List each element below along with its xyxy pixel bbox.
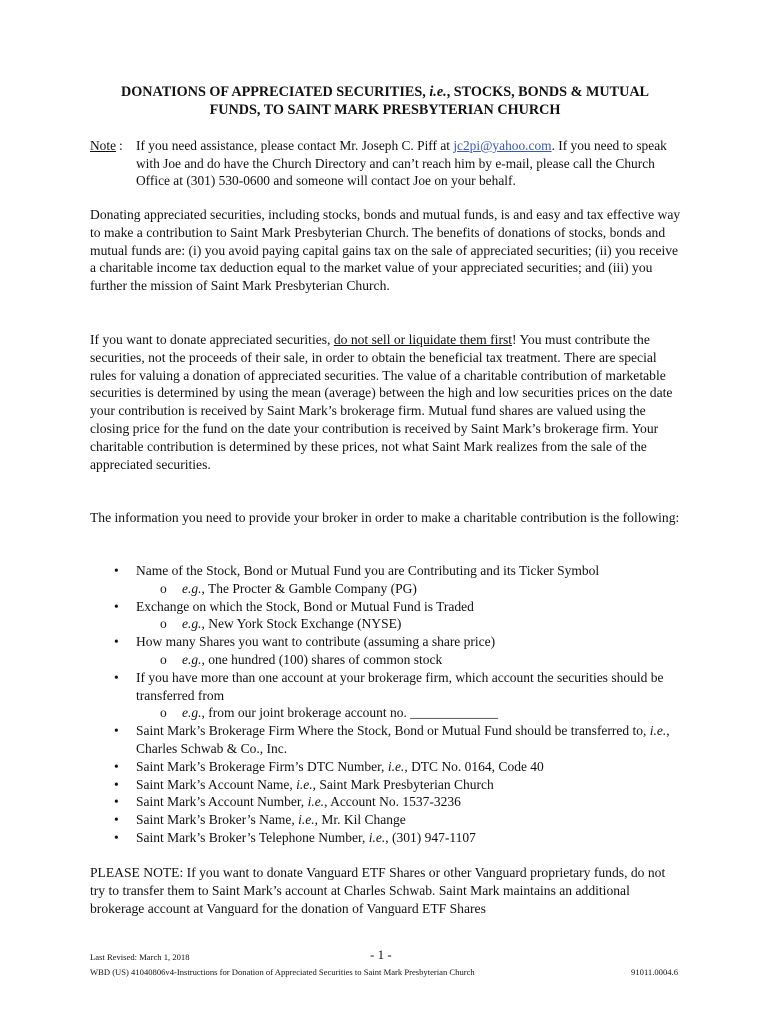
- broker-info-intro: The information you need to provide your broker in order to make a charitable contribution is the following:: [90, 510, 680, 525]
- note-text: If you need assistance, please contact Mr. Joseph C. Piff at jc2pi@yahoo.com. If you need to speak with Joe and do have the Church Directory and can’t reach him by e-mail, please call the Church Office at (301) 530-0600 and someone will contact Joe on your behalf.: [136, 138, 667, 188]
- warning-underlined: do not sell or liquidate them first: [333, 332, 513, 347]
- sub-list-item: o e.g., one hundred (100) shares of common stock: [160, 651, 443, 667]
- sub-list-item: o e.g., from our joint brokerage account no. _____________: [160, 705, 499, 721]
- list-item: • Saint Mark’s Broker’s Telephone Number, i.e., (301) 947-1107: [114, 829, 476, 845]
- note-label: Note: [90, 138, 117, 153]
- list-item: • Exchange on which the Stock, Bond or Mutual Fund is Traded o e.g., New York Stock Exchange (NYSE): [90, 598, 690, 634]
- broker-info-list: [90, 562, 690, 847]
- page-title: [90, 84, 680, 119]
- last-revised: Last Revised: March 1, 2018: [90, 952, 190, 962]
- list-item: • How many Shares you want to contribute (assuming a share price) o e.g., one hundred (100) shares of common stock: [90, 633, 690, 669]
- page-number: - 1 -: [370, 947, 392, 962]
- valuation-paragraph: If you want to donate appreciated securities, do not sell or liquidate them first! You must contribute the securities, not the proceeds of their sale, in order to obtain the beneficial tax treatment. There are special rules for valuing a donation of appreciated securities. The value of a charitable contribution of marketable securities is determined by using the mean (average) between the high and low securities prices on the date your contribution is received by Saint Mark’s brokerage firm. Mutual fund shares are valued using the closing price for the fund on the date your contribution is received by Saint Mark’s brokerage firm. Your charitable contribution is determined by these prices, not what Saint Mark realizes from the sale of the appreciated securities.: [90, 332, 673, 472]
- list-item: • Saint Mark’s Account Number, i.e., Account No. 1537-3236: [114, 794, 461, 810]
- benefits-paragraph: Donating appreciated securities, including stocks, bonds and mutual funds, is and easy and tax effective way to make a contribution to Saint Mark Presbyterian Church. The benefits of donations of stocks, bonds and mutual funds are: (i) you avoid paying capital gains tax on the sale of appreciated securities; (ii) you receive a charitable income tax deduction equal to the market value of your appreciated securities; and (iii) you further the mission of Saint Mark Presbyterian Church.: [90, 207, 681, 294]
- list-item: • Saint Mark’s Broker’s Name, i.e., Mr. Kil Change: [114, 812, 406, 828]
- title-line-2: FUNDS, TO SAINT MARK PRESBYTERIAN CHURCH: [209, 101, 561, 118]
- list-item: • Saint Mark’s Account Name, i.e., Saint Mark Presbyterian Church: [114, 776, 494, 792]
- document-id: WBD (US) 41040806v4-Instructions for Donation of Appreciated Securities to Saint Mark Presbyterian Church: [90, 967, 475, 977]
- email-link[interactable]: jc2pi@yahoo.com: [453, 138, 552, 153]
- vanguard-note-paragraph: PLEASE NOTE: If you want to donate Vanguard ETF Shares or other Vanguard proprietary funds, do not try to transfer them to Saint Mark’s account at Charles Schwab. Saint Mark maintains an additional brokerage account at Vanguard for the donation of Vanguard ETF Shares: [90, 865, 666, 916]
- sub-list-item: o e.g., The Procter & Gamble Company (PG): [160, 580, 417, 596]
- sub-list-item: o e.g., New York Stock Exchange (NYSE): [160, 616, 402, 632]
- title-line-1: DONATIONS OF APPRECIATED SECURITIES, i.e., STOCKS, BONDS & MUTUAL: [120, 84, 650, 100]
- list-item: • If you have more than one account at your brokerage firm, which account the securities should be transferred from o e.g., from our joint brokerage account no. _____________: [90, 669, 690, 722]
- list-item: • Saint Mark’s Brokerage Firm’s DTC Number, i.e., DTC No. 0164, Code 40: [114, 758, 544, 774]
- list-item: • Name of the Stock, Bond or Mutual Fund you are Contributing and its Ticker Symbol o e.g., The Procter & Gamble Company (PG): [90, 562, 690, 598]
- document-page: DONATIONS OF APPRECIATED SECURITIES, i.e., STOCKS, BONDS & MUTUAL FUNDS, TO SAINT MARK PRESBYTERIAN CHURCH Note : If you need assistance, please contact Mr. Joseph C. Piff at jc2pi@yahoo.com. If you need to speak with Joe and do have the Church Directory and can’t reach him by e-mail, please call the Church Office at (301) 530-0600 and someone will contact Joe on your behalf. Donating appreciated securities, including stocks, bonds and mutual funds, is and easy and tax effective way to make a contribution to Saint Mark Presbyterian Church. The benefits of donations of stocks, bonds and mutual funds are: (i) you avoid paying capital gains tax on the sale of appreciated securities; (ii) you receive a charitable income tax deduction equal to the market value of your appreciated securities; and (iii) you further the mission of Saint Mark Presbyterian Church. If you want to donate appreciated securities, do not sell or liquidate them first! You must contribute the securities, not the proceeds of their sale, in order to obtain the beneficial tax treatment. There are special rules for valuing a donation of appreciated securities. The value of a charitable contribution of marketable securities is determined by using the mean (average) between the high and low securities prices on the date your contribution is received by Saint Mark’s brokerage firm. Mutual fund shares are valued using the closing price for the fund on the date your contribution is received by Saint Mark’s brokerage firm. Your charitable contribution is determined by these prices, not what Saint Mark realizes from the sale of the appreciated securities. The information you need to provide your broker in order to make a charitable contribution is the following: • Name of the Stock, Bond or Mutual Fund you are Contributing and its Ticker Symbol o e.g., The Procter & Gamble Company (PG) • Exchange on which the Stock, Bond or Mutual Fund is Traded o e.g., New York Stock Exchange (NYSE) • How many Shares you want to contribute (assuming a share price) o e.g., one hundred (100) shares of common stock • If you have more than one account at your brokerage firm, which account the securities should be transferred from o e.g., from our joint brokerage account no. _____________ • Saint Mark’s Brokerage Firm Where the Stock, Bond or Mutual Fund should be transferred to, i.e., Charles Schwab & Co., Inc. • Saint Mark’s Brokerage Firm’s DTC Number, i.e., DTC No. 0164, Code 40 • Saint Mark’s Account Name, i.e., Saint Mark Presbyterian Church • Saint Mark’s Account Number, i.e., Account No. 1537-3236 • Saint Mark’s Broker’s Name, i.e., Mr. Kil Change • Saint Mark’s Broker’s Telephone Number, i.e., (301) 947-1107 PLEASE NOTE: If you want to donate Vanguard ETF Shares or other Vanguard proprietary funds, do not try to transfer them to Saint Mark’s account at Charles Schwab. Saint Mark maintains an additional brokerage account at Vanguard for the donation of Vanguard ETF Shares Last Revised: March 1, 2018 - 1 - WBD (US) 41040806v4-Instructions for Donation of Appreciated Securities to Saint Mark Presbyterian Church 91011.0004.6: [0, 0, 770, 1024]
- matter-reference: 91011.0004.6: [631, 967, 678, 977]
- list-item: • Saint Mark’s Brokerage Firm Where the Stock, Bond or Mutual Fund should be transferred to, i.e., Charles Schwab & Co., Inc.: [114, 723, 670, 756]
